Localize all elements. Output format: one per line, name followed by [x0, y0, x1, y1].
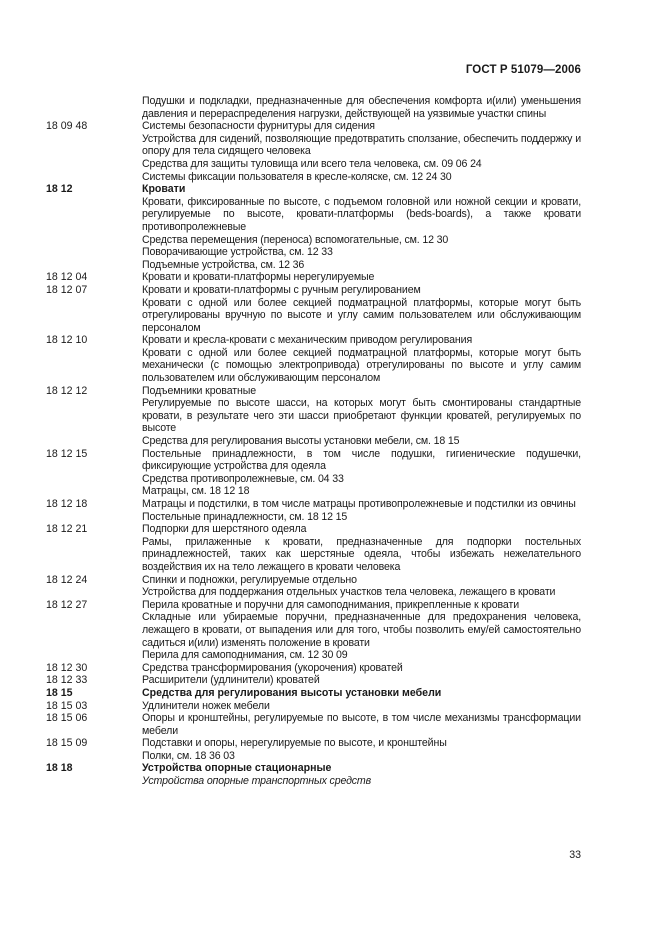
classification-entry	[46, 385, 581, 448]
entry-body	[142, 574, 581, 599]
entry-body	[142, 687, 581, 700]
entry-body	[142, 762, 581, 787]
entry-title: Средства трансформирования (укорочения) кроватей	[142, 661, 403, 674]
entry-title: Расширители (удлинители) кроватей	[142, 674, 320, 687]
entry-text: Устройства для поддержания отдельных участков тела человека, лежащего в кровати	[142, 586, 556, 599]
entry-text: Подъемные устройства, см. 12 36	[142, 258, 305, 271]
entry-body	[142, 712, 581, 737]
classification-entry	[46, 599, 581, 662]
entry-title: Системы безопасности фурнитуры для сидения	[142, 120, 375, 133]
entry-code: 18 15	[46, 686, 73, 699]
entry-code: 18 12 24	[46, 573, 88, 586]
entry-text: Средства противопролежневые, см. 04 33	[142, 472, 344, 485]
entry-code: 18 12 27	[46, 598, 88, 611]
entry-title: Опоры и кронштейны, регулируемые по высоте, в том числе механизмы трансформации мебели	[142, 712, 581, 737]
classification-entry	[46, 700, 581, 713]
entry-code: 18 12 33	[46, 674, 88, 687]
classification-entry	[46, 674, 581, 687]
entry-title: Постельные принадлежности, в том числе подушки, гигиенические подушечки, фиксирующие устройства для одеяла	[142, 447, 581, 473]
classification-entry	[46, 334, 581, 384]
entry-code: 18 12 04	[46, 271, 88, 284]
entry-title: Кровати и кровати-платформы с ручным регулированием	[142, 283, 421, 296]
entry-code: 18 15 09	[46, 737, 88, 750]
classification-entry	[46, 762, 581, 787]
entry-title: Перила кроватные и поручни для самоподнимания, прикрепленные к кровати	[142, 598, 520, 611]
entry-body	[142, 599, 581, 662]
entry-text: Перила для самоподнимания, см. 12 30 09	[142, 649, 348, 662]
page-number: 33	[569, 849, 581, 861]
entry-body	[142, 700, 581, 713]
classification-entry	[46, 271, 581, 284]
document-header: ГОСТ Р 51079—2006	[465, 64, 581, 76]
entry-text: Системы фиксации пользователя в кресле-коляске, см. 12 24 30	[142, 170, 452, 183]
entry-body	[142, 498, 581, 523]
entry-title: Кровати и кровати-платформы нерегулируемые	[142, 271, 375, 284]
classification-list	[46, 95, 581, 788]
entry-body	[142, 334, 581, 384]
entry-text: Средства для регулирования высоты установки мебели, см. 18 15	[142, 435, 460, 448]
entry-text: Устройства для сидений, позволяющие предотвратить сползание, обеспечить поддержку и опору для тела сидящего человека	[142, 132, 581, 158]
entry-title: Кровати и кресла-кровати с механическим приводом регулирования	[142, 334, 473, 347]
entry-code: 18 15 03	[46, 699, 88, 712]
entry-code: 18 12	[46, 183, 73, 196]
entry-title: Кровати	[142, 183, 186, 196]
entry-title: Подушки и подкладки, предназначенные для обеспечения комфорта и(или) уменьшения давления и перераспределения нагрузки, действующей на уязвимые участки спины	[142, 95, 581, 120]
entry-text: Матрацы, см. 18 12 18	[142, 485, 250, 498]
entry-text: Кровати с одной или более секцией подматрацной платформы, которые могут быть отрегулированы вручную по высоте и углу самим пользователем или обслуживающим персоналом	[142, 296, 581, 334]
classification-entry	[46, 95, 581, 120]
entry-text: Полки, см. 18 36 03	[142, 749, 235, 762]
entry-title: Средства для регулирования высоты установки мебели	[142, 686, 442, 699]
entry-code: 18 12 07	[46, 283, 88, 296]
classification-entry	[46, 183, 581, 271]
entry-code: 18 12 21	[46, 523, 88, 536]
entry-text: Постельные принадлежности, см. 18 12 15	[142, 510, 348, 523]
entry-code: 18 15 06	[46, 712, 88, 725]
classification-entry	[46, 284, 581, 334]
classification-entry	[46, 498, 581, 523]
entry-text: Кровати, фиксированные по высоте, с подъемом головной или ножной секции и кровати, регулируемые по высоте, кровати-платформы (beds-boards), а также кровати противопролежневые	[142, 195, 581, 233]
entry-code: 18 12 10	[46, 334, 88, 347]
entry-title: Удлинители ножек мебели	[142, 699, 270, 712]
entry-body	[142, 385, 581, 448]
entry-title: Подпорки для шерстяного одеяла	[142, 523, 307, 536]
entry-title: Матрацы и подстилки, в том числе матрацы противопролежневые и подстилки из овчины	[142, 498, 576, 510]
entry-code: 18 12 30	[46, 661, 88, 674]
entry-code: 18 12 12	[46, 384, 88, 397]
entry-text: Средства для защиты туловища или всего тела человека, см. 09 06 24	[142, 157, 482, 170]
entry-code: 18 09 48	[46, 120, 88, 133]
entry-title: Спинки и подножки, регулируемые отдельно	[142, 573, 357, 586]
entry-title: Подъемники кроватные	[142, 384, 257, 397]
entry-text: Поворачивающие устройства, см. 12 33	[142, 246, 333, 259]
entry-body	[142, 448, 581, 498]
classification-entry	[46, 574, 581, 599]
entry-code: 18 12 15	[46, 447, 88, 460]
entry-text: Устройства опорные транспортных средств	[142, 775, 371, 788]
entry-body	[142, 271, 581, 284]
entry-body	[142, 674, 581, 687]
entry-text: Регулируемые по высоте шасси, на которых могут быть смонтированы стандартные кровати, в результате чего эти шасси приобретают функции кроватей, регулируемых по высоте	[142, 397, 581, 435]
classification-entry	[46, 523, 581, 573]
entry-title: Устройства опорные стационарные	[142, 762, 332, 775]
classification-entry	[46, 712, 581, 737]
entry-body	[142, 737, 581, 762]
entry-body	[142, 284, 581, 334]
entry-body	[142, 95, 581, 120]
entry-body	[142, 183, 581, 271]
entry-body	[142, 523, 581, 573]
entry-title: Подставки и опоры, нерегулируемые по высоте, и кронштейны	[142, 737, 447, 750]
entry-body	[142, 662, 581, 675]
classification-entry	[46, 448, 581, 498]
classification-entry	[46, 737, 581, 762]
entry-code: 18 18	[46, 762, 73, 775]
classification-entry	[46, 662, 581, 675]
entry-text: Кровати с одной или более секцией подматрацной платформы, которые могут быть механически (с помощью электропривода) отрегулированы по высоте и углу самим пользователем или обслуживающим персоналом	[142, 346, 581, 385]
entry-text: Рамы, прилаженные к кровати, предназначенные для подпорки постельных принадлежностей, таких как шерстяные одеяла, чтобы избежать нежелательного воздействия их на тело лежащего в кровати человека	[142, 535, 581, 573]
entry-code: 18 12 18	[46, 498, 88, 510]
classification-entry	[46, 120, 581, 183]
entry-text: Средства перемещения (переноса) вспомогательные, см. 12 30	[142, 233, 449, 246]
classification-entry	[46, 687, 581, 700]
entry-text: Складные или убираемые поручни, предназначенные для предохранения человека, лежащего в кровати, от выпадения или для того, чтобы позволить ему/ей самостоятельно садиться и(или) изменять положение в кровати	[142, 611, 581, 649]
entry-body	[142, 120, 581, 183]
